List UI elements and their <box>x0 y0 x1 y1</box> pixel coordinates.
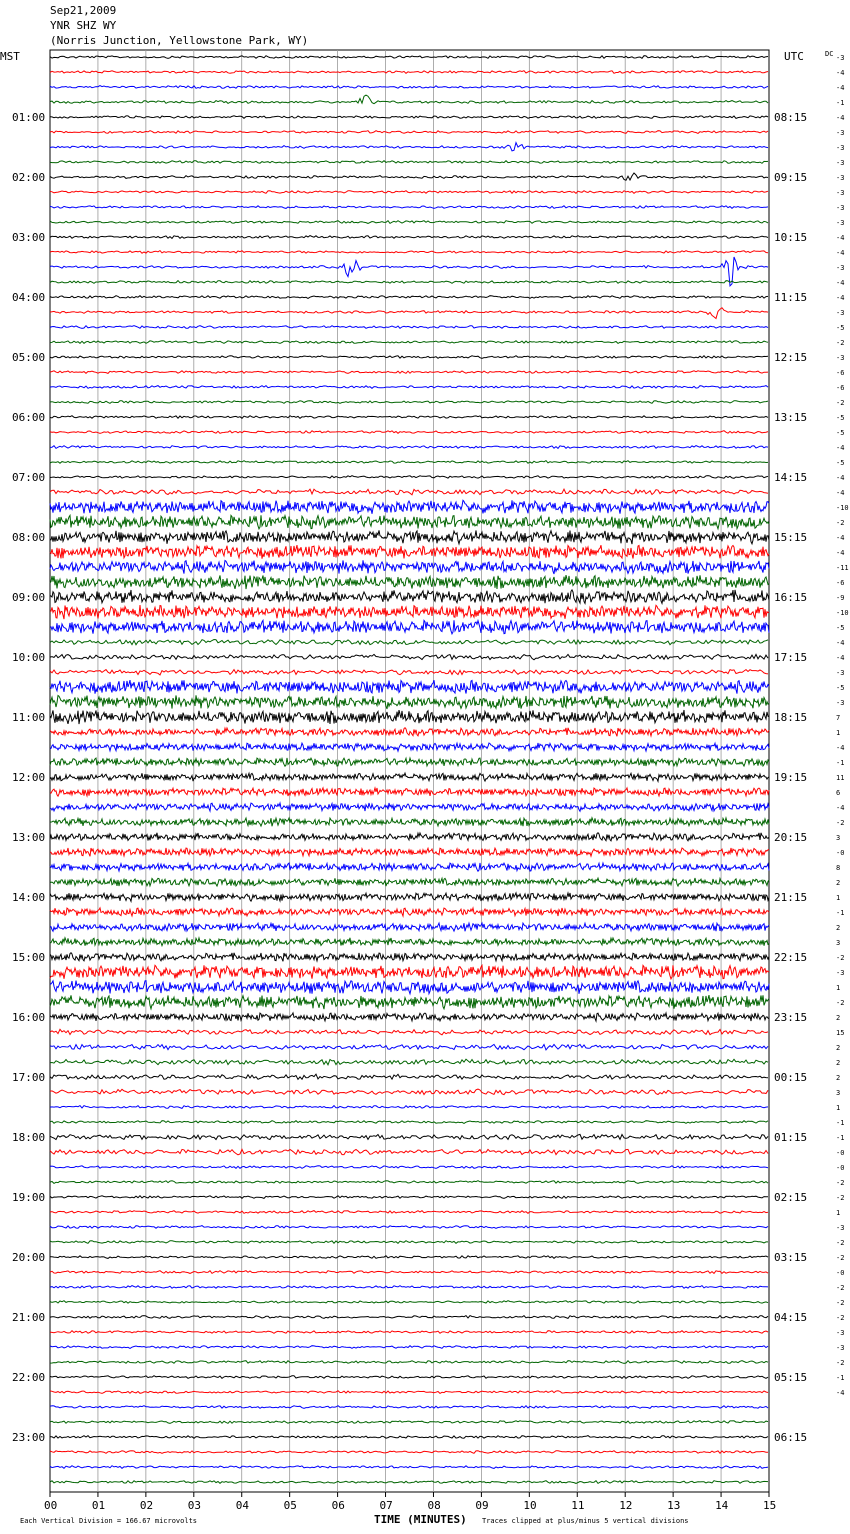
seismic-trace <box>50 923 769 931</box>
x-tick-label: 14 <box>715 1499 729 1512</box>
seismic-trace <box>50 803 769 811</box>
seismic-trace <box>50 848 769 856</box>
dc-offset-label: 11 <box>836 774 845 782</box>
seismic-trace <box>50 1301 768 1303</box>
seismic-trace <box>50 1331 768 1334</box>
seismic-trace <box>50 308 768 319</box>
dc-offset-label: -2 <box>836 999 845 1007</box>
seismic-trace <box>50 773 769 781</box>
dc-offset-label: 3 <box>836 834 841 842</box>
dc-offset-label: -3 <box>836 309 845 317</box>
dc-offset-label: -2 <box>836 1179 845 1187</box>
seismic-trace <box>50 386 768 389</box>
dc-offset-label: -4 <box>836 234 845 242</box>
utc-time-label: 06:15 <box>774 1431 808 1444</box>
dc-offset-label: -4 <box>836 294 845 302</box>
dc-offset-label: -4 <box>836 534 845 542</box>
seismic-trace <box>50 908 769 916</box>
seismic-trace <box>50 1286 768 1289</box>
seismic-trace <box>50 1406 768 1409</box>
seismic-trace <box>50 1211 768 1214</box>
mst-time-label: 08:00 <box>12 531 46 544</box>
dc-offset-label: -2 <box>836 1359 845 1367</box>
dc-offset-label: -6 <box>836 384 845 392</box>
dc-offset-label: -2 <box>836 519 845 527</box>
dc-offset-label: 1 <box>836 1209 841 1217</box>
seismic-trace <box>50 710 769 724</box>
dc-offset-label: 1 <box>836 894 841 902</box>
dc-offset-label: -10 <box>836 504 849 512</box>
seismic-trace <box>50 1376 768 1379</box>
dc-offset-label: -3 <box>836 174 845 182</box>
dc-offset-label: -4 <box>836 1389 845 1397</box>
mst-time-label: 13:00 <box>12 831 46 844</box>
seismic-trace <box>50 461 768 464</box>
dc-offset-label: 8 <box>836 864 841 872</box>
utc-time-label: 08:15 <box>774 111 808 124</box>
dc-offset-label: -4 <box>836 114 845 122</box>
seismic-trace <box>50 116 768 119</box>
x-tick-label: 11 <box>571 1499 585 1512</box>
dc-offset-label: -4 <box>836 69 845 77</box>
seismic-trace <box>50 95 768 104</box>
seismic-trace <box>50 680 769 694</box>
utc-time-label: 03:15 <box>774 1251 808 1264</box>
mst-time-label: 06:00 <box>12 411 46 424</box>
seismic-trace <box>50 1391 768 1394</box>
clipping-note: Traces clipped at plus/minus 5 vertical divisions <box>482 1517 689 1525</box>
utc-time-label: 14:15 <box>774 471 808 484</box>
seismic-trace <box>50 1134 768 1139</box>
dc-offset-label: -0 <box>836 1149 845 1157</box>
seismic-trace <box>50 728 769 737</box>
x-tick-label: 07 <box>379 1499 393 1512</box>
vertical-division-note: Each Vertical Division = 166.67 microvolts <box>20 1517 198 1525</box>
mst-time-label: 04:00 <box>12 291 46 304</box>
x-tick-label: 15 <box>763 1499 777 1512</box>
dc-offset-label: -4 <box>836 549 845 557</box>
utc-time-label: 11:15 <box>774 291 808 304</box>
left-zone-label: MST <box>0 50 20 63</box>
seismic-trace <box>50 893 769 901</box>
seismic-trace <box>50 476 768 479</box>
dc-offset-label: 3 <box>836 1089 841 1097</box>
mst-time-label: 02:00 <box>12 171 46 184</box>
dc-offset-label: -2 <box>836 399 845 407</box>
x-tick-label: 00 <box>44 1499 58 1512</box>
mst-time-label: 03:00 <box>12 231 46 244</box>
seismic-trace <box>50 236 768 239</box>
utc-time-label: 00:15 <box>774 1071 808 1084</box>
seismic-trace <box>50 1089 768 1095</box>
utc-time-label: 19:15 <box>774 771 808 784</box>
x-tick-label: 08 <box>427 1499 441 1512</box>
mst-time-label: 18:00 <box>12 1131 46 1144</box>
x-tick-label: 10 <box>523 1499 537 1512</box>
x-tick-label: 09 <box>475 1499 489 1512</box>
dc-offset-label: -9 <box>836 594 845 602</box>
utc-time-label: 22:15 <box>774 951 808 964</box>
dc-offset-label: -1 <box>836 1119 845 1127</box>
mst-time-label: 12:00 <box>12 771 46 784</box>
x-tick-label: 12 <box>619 1499 633 1512</box>
seismic-trace <box>50 1106 768 1109</box>
mst-time-label: 14:00 <box>12 891 46 904</box>
dc-offset-label: -4 <box>836 474 845 482</box>
dc-offset-label: -5 <box>836 459 845 467</box>
dc-offset-label: -0 <box>836 1269 845 1277</box>
dc-offset-label: -3 <box>836 264 845 272</box>
dc-offset-label: -3 <box>836 219 845 227</box>
dc-offset-label: -3 <box>836 1344 845 1352</box>
seismic-trace <box>50 1421 768 1424</box>
dc-offset-label: -4 <box>836 249 845 257</box>
dc-offset-label: -2 <box>836 339 845 347</box>
dc-offset-label: -0 <box>836 1164 845 1172</box>
seismic-trace <box>50 1226 768 1229</box>
dc-offset-label: -4 <box>836 744 845 752</box>
seismic-trace <box>50 995 769 1009</box>
seismic-trace <box>50 1256 768 1259</box>
seismic-trace <box>50 670 768 675</box>
seismic-trace <box>50 446 768 449</box>
seismic-trace <box>50 1346 768 1349</box>
utc-time-label: 16:15 <box>774 591 808 604</box>
utc-time-label: 23:15 <box>774 1011 808 1024</box>
dc-offset-label: 1 <box>836 729 841 737</box>
mst-time-label: 01:00 <box>12 111 46 124</box>
seismic-trace <box>50 371 768 374</box>
x-tick-label: 02 <box>139 1499 154 1512</box>
seismic-trace <box>50 341 768 344</box>
seismic-trace <box>50 143 768 151</box>
seismic-trace <box>50 788 769 796</box>
seismic-trace <box>50 515 769 529</box>
seismic-trace <box>50 1196 768 1199</box>
x-axis-title: TIME (MINUTES) <box>374 1513 467 1526</box>
seismic-trace <box>50 1481 768 1484</box>
dc-offset-label: 2 <box>836 879 841 887</box>
mst-time-label: 21:00 <box>12 1311 46 1324</box>
dc-offset-label: -2 <box>836 1314 845 1322</box>
dc-offset-label: -2 <box>836 1284 845 1292</box>
seismic-trace <box>50 938 769 946</box>
seismic-trace <box>50 326 768 329</box>
dc-offset-label: 2 <box>836 1014 841 1022</box>
seismic-trace <box>50 1241 768 1244</box>
x-tick-label: 05 <box>283 1499 297 1512</box>
seismic-trace <box>50 1013 769 1021</box>
seismic-trace <box>50 695 769 709</box>
x-tick-label: 01 <box>91 1499 106 1512</box>
seismic-trace <box>50 281 768 284</box>
seismic-trace <box>50 818 769 827</box>
utc-time-label: 10:15 <box>774 231 808 244</box>
dc-offset-label: -2 <box>836 1254 845 1262</box>
dc-offset-label: -1 <box>836 759 845 767</box>
seismic-trace <box>50 71 768 74</box>
seismic-trace <box>50 1044 768 1050</box>
seismic-trace <box>50 575 769 589</box>
seismic-trace <box>50 545 769 559</box>
x-tick-label: 06 <box>331 1499 345 1512</box>
mst-time-label: 11:00 <box>12 711 46 724</box>
seismic-trace <box>50 500 769 514</box>
dc-offset-label: 7 <box>836 714 841 722</box>
dc-offset-label: -1 <box>836 1374 845 1382</box>
mst-time-label: 17:00 <box>12 1071 46 1084</box>
dc-offset-label: 2 <box>836 924 841 932</box>
dc-offset-label: -4 <box>836 804 845 812</box>
dc-offset-label: -3 <box>836 1224 845 1232</box>
dc-offset-label: -2 <box>836 1194 845 1202</box>
dc-offset-label: -4 <box>836 489 845 497</box>
dc-offset-label: -4 <box>836 639 845 647</box>
right-zone-label: UTC <box>784 50 804 63</box>
seismic-trace <box>50 221 768 224</box>
seismic-trace <box>50 863 769 871</box>
mst-time-label: 20:00 <box>12 1251 46 1264</box>
seismic-trace <box>50 1181 768 1184</box>
x-tick-label: 04 <box>235 1499 249 1512</box>
dc-offset-label: 6 <box>836 789 841 797</box>
x-tick-label: 03 <box>187 1499 202 1512</box>
dc-offset-label: -3 <box>836 189 845 197</box>
seismic-trace <box>50 1149 768 1155</box>
seismic-trace <box>50 620 769 634</box>
seismic-trace <box>50 1316 768 1319</box>
dc-offset-label: -5 <box>836 684 845 692</box>
seismic-trace <box>50 56 768 59</box>
dc-offset-label: -3 <box>836 159 845 167</box>
dc-offset-label: -2 <box>836 819 845 827</box>
dc-offset-label: -1 <box>836 99 845 107</box>
dc-offset-label: -5 <box>836 624 845 632</box>
utc-time-label: 18:15 <box>774 711 808 724</box>
utc-time-label: 13:15 <box>774 411 808 424</box>
seismic-trace <box>50 654 768 659</box>
utc-time-label: 15:15 <box>774 531 808 544</box>
mst-time-label: 05:00 <box>12 351 46 364</box>
seismic-trace <box>50 953 769 962</box>
seismic-trace <box>50 1466 768 1469</box>
dc-offset-label: 1 <box>836 1104 841 1112</box>
dc-offset-label: -3 <box>836 699 845 707</box>
utc-time-label: 12:15 <box>774 351 808 364</box>
mst-time-label: 10:00 <box>12 651 46 664</box>
dc-offset-label: -6 <box>836 579 845 587</box>
dc-offset-label: -0 <box>836 849 845 857</box>
x-tick-label: 13 <box>667 1499 681 1512</box>
dc-offset-label: 1 <box>836 984 841 992</box>
mst-time-label: 09:00 <box>12 591 46 604</box>
utc-time-label: 01:15 <box>774 1131 808 1144</box>
dc-offset-label: -5 <box>836 414 845 422</box>
seismic-trace <box>50 1059 768 1065</box>
seismic-trace <box>50 743 769 751</box>
header-location: (Norris Junction, Yellowstone Park, WY) <box>50 34 309 47</box>
seismic-trace <box>50 758 769 766</box>
dc-offset-label: -1 <box>836 909 845 917</box>
utc-time-label: 05:15 <box>774 1371 808 1384</box>
seismic-trace <box>50 431 768 434</box>
seismic-trace <box>50 1029 768 1035</box>
seismic-trace <box>50 206 768 209</box>
mst-time-label: 22:00 <box>12 1371 46 1384</box>
dc-offset-label: 2 <box>836 1074 841 1082</box>
seismic-trace <box>50 191 768 194</box>
seismic-trace <box>50 530 769 544</box>
seismic-trace <box>50 401 768 404</box>
dc-offset-label: -3 <box>836 354 845 362</box>
mst-time-label: 07:00 <box>12 471 46 484</box>
seismic-trace <box>50 1361 768 1364</box>
seismic-trace <box>50 640 768 645</box>
seismic-trace <box>50 1271 768 1274</box>
dc-offset-label: -3 <box>836 54 845 62</box>
seismic-trace <box>50 965 769 979</box>
dc-offset-label: 2 <box>836 1059 841 1067</box>
utc-time-label: 04:15 <box>774 1311 808 1324</box>
dc-offset-label: -3 <box>836 129 845 137</box>
dc-offset-label: -6 <box>836 369 845 377</box>
seismic-trace <box>50 1074 768 1079</box>
dc-offset-label: -4 <box>836 444 845 452</box>
seismic-trace <box>50 86 768 89</box>
dc-offset-label: -3 <box>836 1329 845 1337</box>
seismic-trace <box>50 356 768 359</box>
dc-offset-label: -4 <box>836 84 845 92</box>
seismic-trace <box>50 173 768 180</box>
dc-offset-label: -2 <box>836 1239 845 1247</box>
utc-time-label: 20:15 <box>774 831 808 844</box>
seismic-trace <box>50 981 769 994</box>
seismic-trace <box>50 833 769 841</box>
dc-offset-label: 15 <box>836 1029 845 1037</box>
seismic-trace <box>50 489 768 495</box>
dc-offset-label: -3 <box>836 204 845 212</box>
mst-time-label: 15:00 <box>12 951 46 964</box>
dc-offset-label: -2 <box>836 1299 845 1307</box>
header-date: Sep21,2009 <box>50 4 117 17</box>
seismic-trace <box>50 1451 768 1454</box>
header-station: YNR SHZ WY <box>50 19 117 32</box>
dc-offset-label: -10 <box>836 609 849 617</box>
seismic-trace <box>50 161 768 164</box>
dc-offset-label: -4 <box>836 654 845 662</box>
dc-offset-label: -1 <box>836 1134 845 1142</box>
seismic-trace <box>50 251 768 254</box>
dc-offset-label: -11 <box>836 564 849 572</box>
utc-time-label: 17:15 <box>774 651 808 664</box>
dc-offset-label: 3 <box>836 939 841 947</box>
dc-offset-label: -2 <box>836 954 845 962</box>
dc-offset-label: -5 <box>836 429 845 437</box>
utc-time-label: 09:15 <box>774 171 808 184</box>
seismic-trace <box>50 590 769 604</box>
seismic-trace <box>50 1166 768 1169</box>
dc-offset-label: -3 <box>836 144 845 152</box>
dc-label: DC <box>825 50 834 58</box>
utc-time-label: 02:15 <box>774 1191 808 1204</box>
mst-time-label: 19:00 <box>12 1191 46 1204</box>
seismic-trace <box>50 878 769 886</box>
seismic-trace <box>50 1121 768 1124</box>
seismic-trace <box>50 416 768 419</box>
dc-offset-label: -5 <box>836 324 845 332</box>
seismic-trace <box>50 296 768 299</box>
utc-time-label: 21:15 <box>774 891 808 904</box>
mst-time-label: 23:00 <box>12 1431 46 1444</box>
seismic-trace <box>50 560 769 574</box>
dc-offset-label: -3 <box>836 969 845 977</box>
dc-offset-label: -4 <box>836 279 845 287</box>
dc-offset-label: -3 <box>836 669 845 677</box>
seismic-trace <box>50 131 768 134</box>
seismic-trace <box>50 1436 768 1439</box>
mst-time-label: 16:00 <box>12 1011 46 1024</box>
dc-offset-label: 2 <box>836 1044 841 1052</box>
seismic-trace <box>50 605 769 619</box>
